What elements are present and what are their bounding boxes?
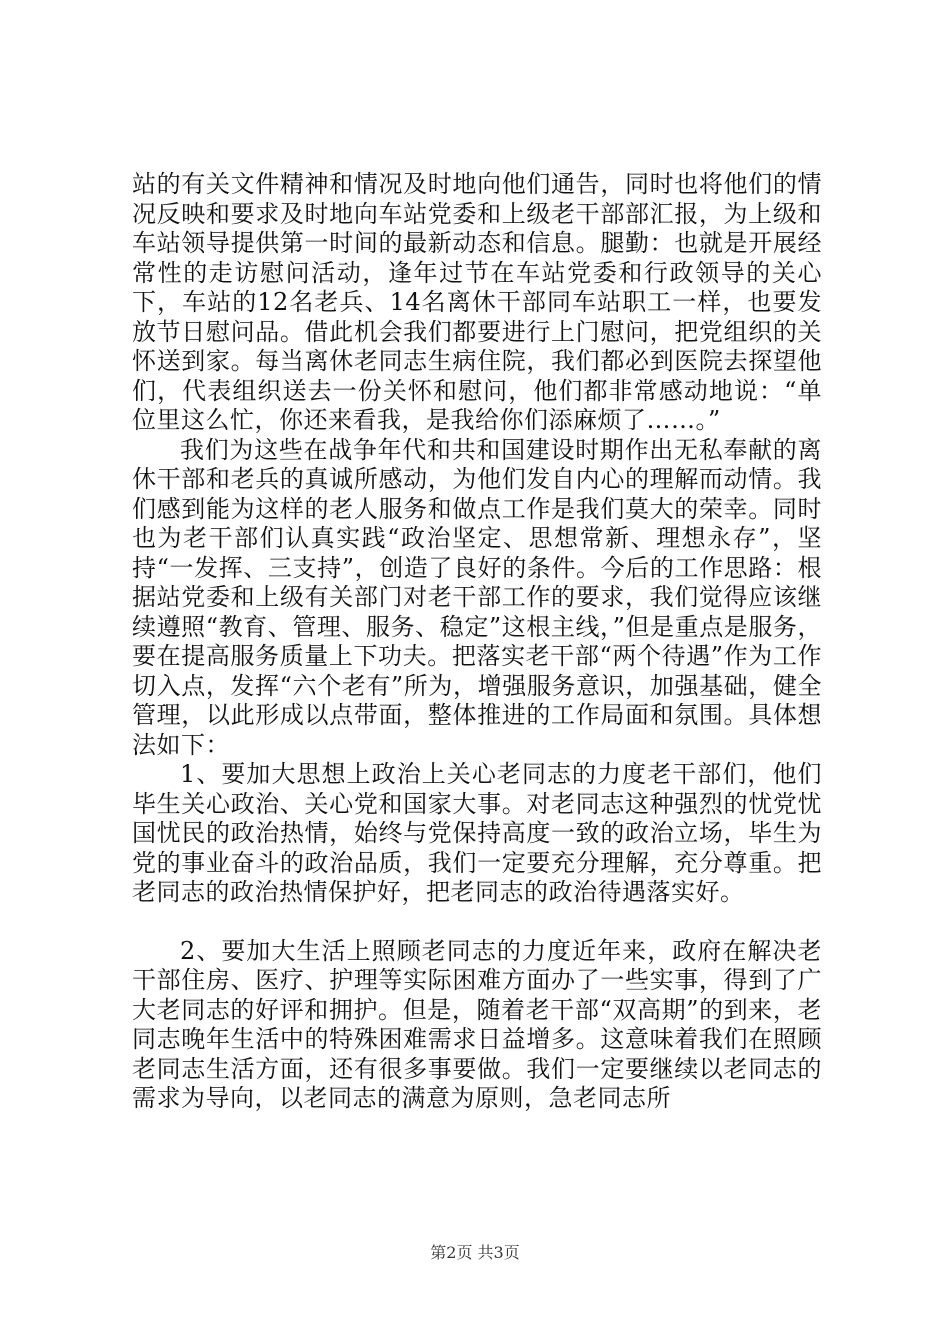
document-body [132,170,822,1114]
paragraph-item-2: 2、要加大生活上照顾老同志的力度近年来，政府在解决老干部住房、医疗、护理等实际困难方面办了一些实事，得到了广大老同志的好评和拥护。但是，随着老干部“双高期”的到来，老同志晚年生活中的特殊困难需求日益增多。这意味着我们在照顾老同志生活方面，还有很多事要做。我们一定要继续以老同志的需求为导向，以老同志的满意为原则，急老同志所 [132,936,822,1112]
paragraph-continuation: 站的有关文件精神和情况及时地向他们通告，同时也将他们的情况反映和要求及时地向车站党委和上级老干部部汇报，为上级和车站领导提供第一时间的最新动态和信息。腿勤：也就是开展经常性的走访慰问活动，逢年过节在车站党委和行政领导的关心下，车站的12名老兵、14名离休干部同车站职工一样，也要发放节日慰问品。借此机会我们都要进行上门慰问，把党组织的关怀送到家。每当离休老同志生病住院，我们都必到医院去探望他们，代表组织送去一份关怀和慰问，他们都非常感动地说：“单位里这么忙，你还来看我，是我给你们添麻烦了……。” [132,170,822,434]
paragraph-item-1: 1、要加大思想上政治上关心老同志的力度老干部们，他们毕生关心政治、关心党和国家大事。对老同志这种强烈的忧党忧国忧民的政治热情，始终与党保持高度一致的政治立场，毕生为党的事业奋斗的政治品质，我们一定要充分理解，充分尊重。把老同志的政治热情保护好，把老同志的政治待遇落实好。 [132,760,822,906]
paragraph-reflection: 我们为这些在战争年代和共和国建设时期作出无私奉献的离休干部和老兵的真诚所感动，为他们发自内心的理解而动情。我们感到能为这样的老人服务和做点工作是我们莫大的荣幸。同时也为老干部们认真实践“政治坚定、思想常新、理想永存”，坚持“一发挥、三支持”，创造了良好的条件。今后的工作思路：根据站党委和上级有关部门对老干部工作的要求，我们觉得应该继续遵照“教育、管理、服务、稳定”这根主线，”但是重点是服务，要在提高服务质量上下功夫。把落实老干部“两个待遇”作为工作切入点，发挥“六个老有”所为，增强服务意识，加强基础，健全管理，以此形成以点带面，整体推进的工作局面和氛围。具体想法如下： [132,435,822,759]
page-footer: 第2页 共3页 [430,1243,520,1262]
